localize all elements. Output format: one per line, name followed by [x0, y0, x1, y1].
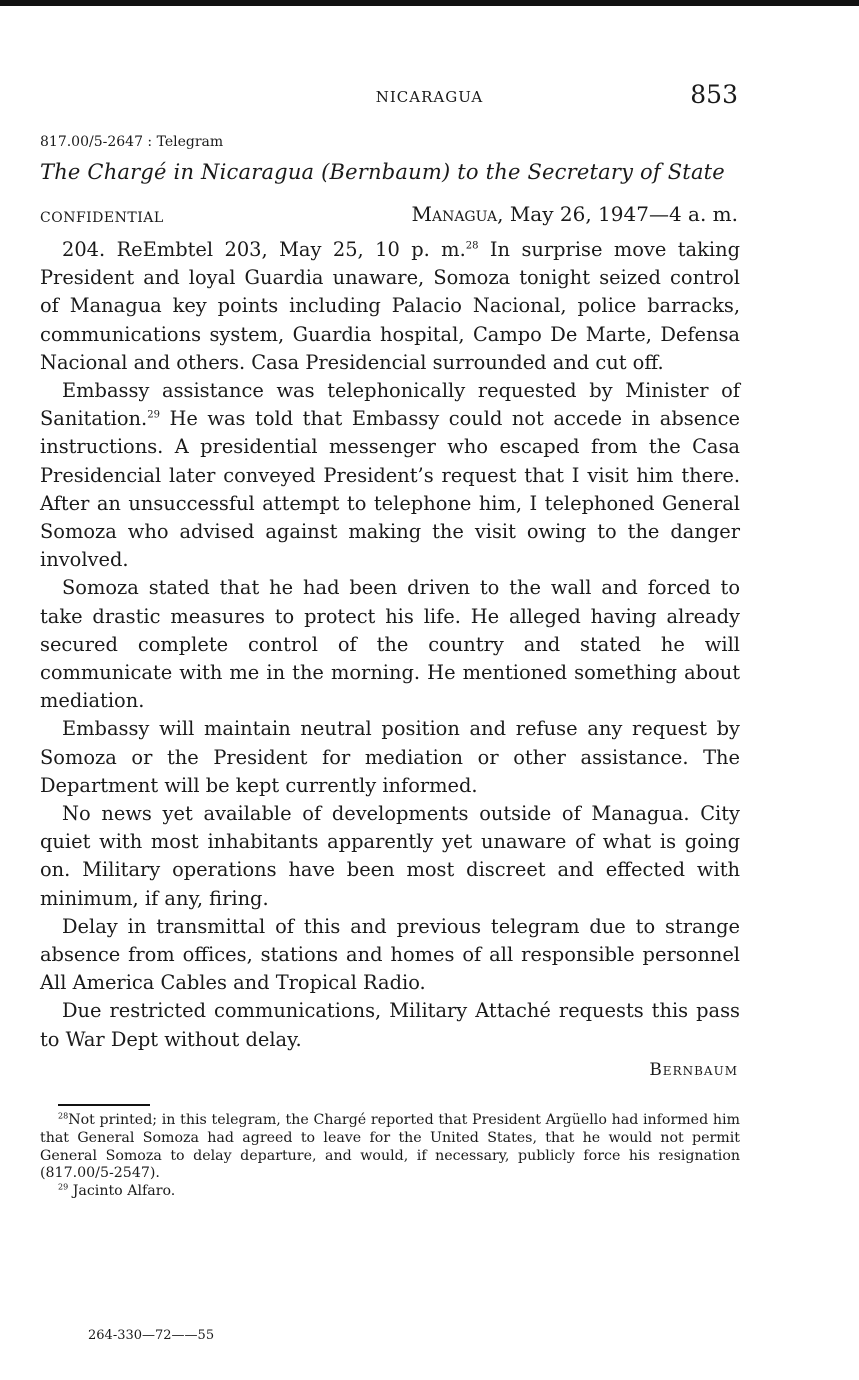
- footnote-29: [40, 1183, 740, 1201]
- running-head: NICARAGUA: [375, 88, 484, 106]
- printer-imprint: 264-330—72——55: [88, 1328, 215, 1343]
- paragraph-2-start: Embassy assistance was telephonically requested by Minister of Sanitation.: [40, 379, 740, 431]
- paragraph-5: No news yet available of developments outside of Managua. City quiet with most inhabitants apparently yet unaware of what is going on. Military operations have been most discreet and effected with minimum, if any, firing.: [40, 802, 740, 910]
- footnote-rule: [58, 1104, 150, 1106]
- paragraph-1-rest: In surprise move taking President and loyal Guardia unaware, Somoza tonight seized control of Managua key points including Palacio Nacional, police barracks, communications system, Guardia hospital, Campo De Marte, Defensa Nacional and others. Casa Presidencial surrounded and cut off.: [40, 238, 740, 374]
- document-title: The Chargé in Nicaragua (Bernbaum) to the Secretary of State: [40, 160, 725, 184]
- dateline-place: Managua: [411, 202, 498, 226]
- footnote-28-marker: 28: [58, 1111, 69, 1121]
- paragraph-1: [40, 236, 740, 377]
- paragraph-4: Embassy will maintain neutral position and refuse any request by Somoza or the President for mediation or other assistance. The Department will be kept currently informed.: [40, 717, 740, 797]
- paragraph-7: Due restricted communications, Military Attaché requests this pass to War Dept without delay.: [40, 999, 740, 1051]
- dateline: [411, 202, 738, 226]
- telegram-body: [40, 236, 740, 1054]
- footnotes: [40, 1112, 740, 1201]
- paragraph-3: Somoza stated that he had been driven to the wall and forced to take drastic measures to protect his life. He alleged having already secured complete control of the country and stated he will communicate with me in the morning. He mentioned something about mediation.: [40, 576, 740, 713]
- footnote-28: [40, 1112, 740, 1183]
- classification-label: CONFIDENTIAL: [40, 210, 164, 226]
- footnote-ref-28: 28: [465, 240, 479, 252]
- paragraph-2: [40, 377, 740, 574]
- paragraph-6: Delay in transmittal of this and previous telegram due to strange absence from offices, stations and homes of all responsible personnel All America Cables and Tropical Radio.: [40, 914, 740, 995]
- page-number: 853: [690, 80, 738, 109]
- page-top-border: [0, 0, 859, 6]
- dateline-date: , May 26, 1947—4 a. m.: [497, 202, 738, 226]
- footnote-29-text: Jacinto Alfaro.: [72, 1183, 176, 1200]
- footnote-29-marker: 29: [58, 1182, 69, 1192]
- paragraph-1-start: 204. ReEmbtel 203, May 25, 10 p. m.: [62, 238, 466, 261]
- footnote-ref-29: 29: [147, 409, 160, 421]
- paragraph-2-rest: He was told that Embassy could not accede in absence instructions. A presidential messenger who escaped from the Casa Presidencial later conveyed President’s request that I visit him there. After an unsuccessful attempt to telephone him, I telephoned General Somoza who advised against making the visit owing to the danger involved.: [40, 407, 740, 572]
- signature: Bernbaum: [649, 1060, 738, 1080]
- file-number: 817.00/5-2647 : Telegram: [40, 134, 224, 150]
- footnote-28-text: Not printed; in this telegram, the Chargé reported that President Argüello had informed him that General Somoza had agreed to leave for the United States, that he would not permit General Somoza to delay departure, and would, if necessary, publicly force his resignation (817.00/5-2547).: [40, 1112, 740, 1182]
